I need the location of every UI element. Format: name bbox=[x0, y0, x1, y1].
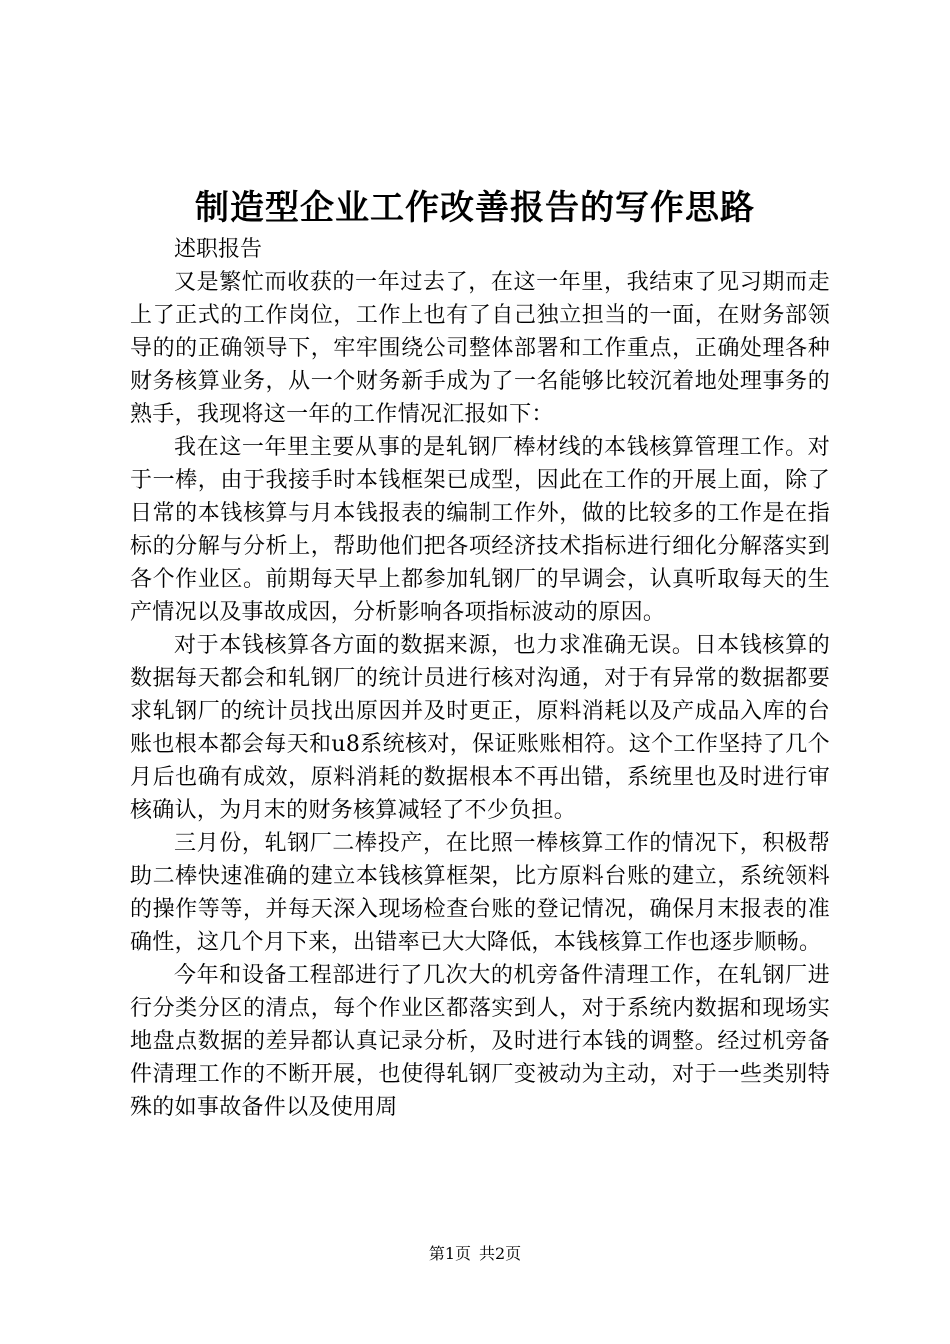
paragraph: 对于本钱核算各方面的数据来源，也力求准确无误。日本钱核算的数据每天都会和轧钢厂的统计员进行核对沟通，对于有异常的数据都要求轧钢厂的统计员找出原因并及时更正，原料消耗以及产成品入库的台账也根本都会每天和u8系统核对，保证账账相符。这个工作坚持了几个月后也确有成效，原料消耗的数据根本不再出错，系统里也及时进行审核确认，为月末的财务核算减轻了不少负担。 bbox=[130, 633, 830, 823]
document-body bbox=[130, 233, 830, 1124]
paragraph: 今年和设备工程部进行了几次大的机旁备件清理工作，在轧钢厂进行分类分区的清点，每个作业区都落实到人，对于系统内数据和现场实地盘点数据的差异都认真记录分析，及时进行本钱的调整。经过机旁备件清理工作的不断开展，也使得轧钢厂变被动为主动，对于一些类别特殊的如事故备件以及使用周 bbox=[130, 963, 830, 1120]
paragraph: 三月份，轧钢厂二棒投产，在比照一棒核算工作的情况下，积极帮助二棒快速准确的建立本钱核算框架，比方原料台账的建立，系统领料的操作等等，并每天深入现场检查台账的登记情况，确保月末报表的准确性，这几个月下来，出错率已大大降低，本钱核算工作也逐步顺畅。 bbox=[130, 831, 830, 955]
page-total: 共2页 bbox=[479, 1244, 522, 1263]
paragraph: 又是繁忙而收获的一年过去了，在这一年里，我结束了见习期而走上了正式的工作岗位，工作上也有了自己独立担当的一面，在财务部领导的的正确领导下，牢牢围绕公司整体部署和工作重点，正确处理各种财务核算业务，从一个财务新手成为了一名能够比较沉着地处理事务的熟手，我现将这一年的工作情况汇报如下： bbox=[130, 270, 830, 427]
report-type-label: 述职报告 bbox=[174, 237, 263, 262]
paragraph: 我在这一年里主要从事的是轧钢厂棒材线的本钱核算管理工作。对于一棒，由于我接手时本钱框架已成型，因此在工作的开展上面，除了日常的本钱核算与月本钱报表的编制工作外，做的比较多的工作是在指标的分解与分析上，帮助他们把各项经济技术指标进行细化分解落实到各个作业区。前期每天早上都参加轧钢厂的早调会，认真听取每天的生产情况以及事故成因，分析影响各项指标波动的原因。 bbox=[130, 435, 830, 625]
document-title: 制造型企业工作改善报告的写作思路 bbox=[195, 188, 755, 228]
page-number: 第1页 bbox=[428, 1244, 471, 1263]
page-footer bbox=[0, 1243, 950, 1265]
